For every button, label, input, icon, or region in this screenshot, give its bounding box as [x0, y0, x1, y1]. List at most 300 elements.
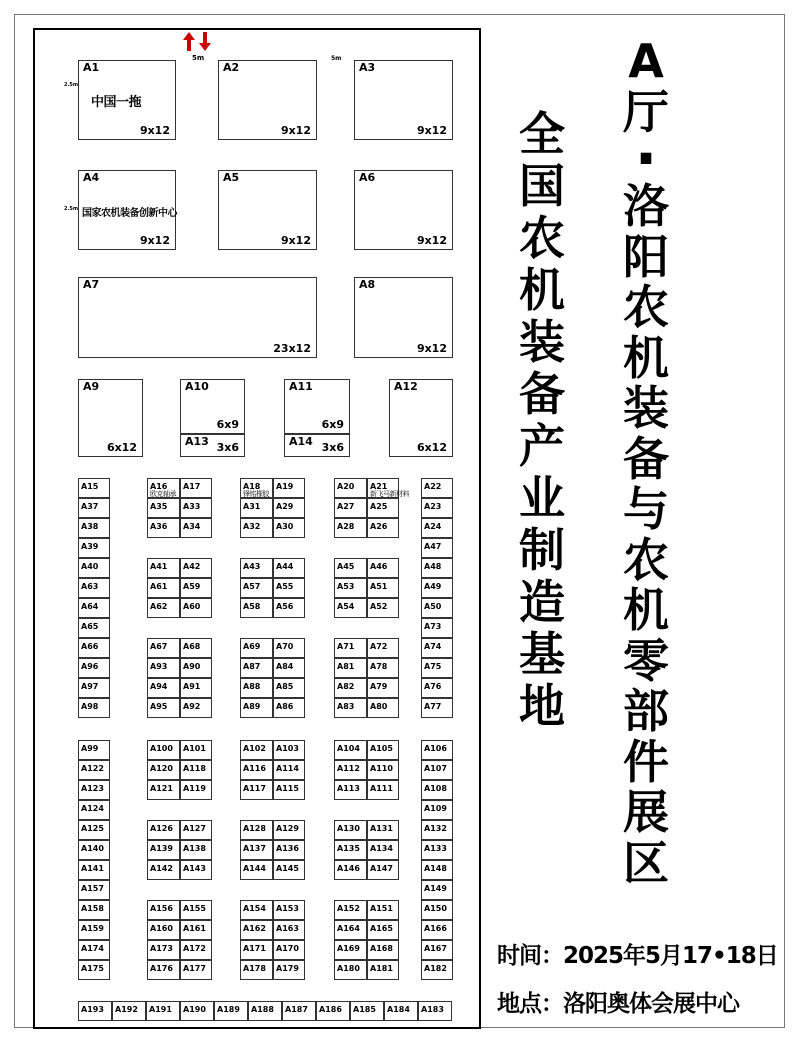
base-title-char: 农 — [519, 211, 565, 265]
booth-a115[interactable] — [273, 780, 305, 800]
booth-a11[interactable] — [284, 379, 350, 434]
booth-a166[interactable] — [421, 920, 453, 940]
booth-a139[interactable] — [147, 840, 180, 860]
booth-a59[interactable] — [180, 578, 212, 598]
booth-a49[interactable] — [421, 578, 453, 598]
booth-a35[interactable] — [147, 498, 180, 518]
booth-a50[interactable] — [421, 598, 453, 618]
booth-a119[interactable] — [180, 780, 212, 800]
booth-id: A22 — [424, 482, 442, 491]
booth-size: 9x12 — [416, 124, 447, 137]
booth-a170[interactable] — [273, 940, 305, 960]
booth-a141[interactable] — [78, 860, 110, 880]
booth-id: A116 — [243, 764, 266, 773]
booth-id: A165 — [370, 924, 393, 933]
booth-id: A161 — [183, 924, 206, 933]
booth-a162[interactable] — [240, 920, 273, 940]
booth-id: A136 — [276, 844, 299, 853]
base-title-char: 全 — [519, 107, 565, 161]
booth-a137[interactable] — [240, 840, 273, 860]
booth-id: A83 — [337, 702, 355, 711]
booth-a44[interactable] — [273, 558, 305, 578]
hall-title-char: 机 — [623, 330, 669, 385]
booth-a24[interactable] — [421, 518, 453, 538]
booth-a190[interactable] — [180, 1001, 214, 1021]
booth-id: A1 — [83, 61, 100, 74]
booth-a6[interactable] — [354, 170, 453, 250]
booth-a57[interactable] — [240, 578, 273, 598]
booth-a83[interactable] — [334, 698, 367, 718]
booth-id: A125 — [81, 824, 104, 833]
booth-a179[interactable] — [273, 960, 305, 980]
booth-a157[interactable] — [78, 880, 110, 900]
hall-title-char: 展 — [623, 785, 669, 839]
booth-a40[interactable] — [78, 558, 110, 578]
exhibition-venue: 地点：洛阳奥体会展中心 — [497, 991, 739, 1017]
booth-a72[interactable] — [367, 638, 399, 658]
booth-a192[interactable] — [112, 1001, 146, 1021]
booth-id: A102 — [243, 744, 266, 753]
booth-a172[interactable] — [180, 940, 212, 960]
booth-id: A119 — [183, 784, 206, 793]
hall-title-char: 件 — [623, 734, 669, 789]
booth-id: A13 — [185, 435, 209, 448]
booth-a154[interactable] — [240, 900, 273, 920]
booth-a64[interactable] — [78, 598, 110, 618]
booth-a150[interactable] — [421, 900, 453, 920]
booth-id: A151 — [370, 904, 393, 913]
booth-a37[interactable] — [78, 498, 110, 518]
booth-a2[interactable] — [218, 60, 317, 140]
booth-a98[interactable] — [78, 698, 110, 718]
booth-a68[interactable] — [180, 638, 212, 658]
booth-a56[interactable] — [273, 598, 305, 618]
booth-id: A45 — [337, 562, 355, 571]
booth-id: A113 — [337, 784, 360, 793]
booth-a79[interactable] — [367, 678, 399, 698]
booth-id: A163 — [276, 924, 299, 933]
booth-a99[interactable] — [78, 740, 110, 760]
hall-title-char: 备 — [623, 431, 669, 486]
booth-id: A190 — [183, 1005, 206, 1014]
booth-id: A2 — [223, 61, 240, 74]
booth-id: A32 — [243, 522, 261, 531]
booth-a102[interactable] — [240, 740, 273, 760]
booth-id: A103 — [276, 744, 299, 753]
booth-a136[interactable] — [273, 840, 305, 860]
booth-id: A19 — [276, 482, 294, 491]
exhibitor-name: 国家农机装备创新中心 — [82, 208, 177, 219]
booth-id: A47 — [424, 542, 442, 551]
booth-id: A178 — [243, 964, 266, 973]
booth-a73[interactable] — [421, 618, 453, 638]
booth-a142[interactable] — [147, 860, 180, 880]
booth-a140[interactable] — [78, 840, 110, 860]
booth-id: A60 — [183, 602, 201, 611]
base-title-char: 备 — [519, 367, 565, 421]
booth-id: A38 — [81, 522, 99, 531]
booth-id: A64 — [81, 602, 99, 611]
booth-a66[interactable] — [78, 638, 110, 658]
booth-id: A105 — [370, 744, 393, 753]
booth-a151[interactable] — [367, 900, 399, 920]
booth-a125[interactable] — [78, 820, 110, 840]
booth-a48[interactable] — [421, 558, 453, 578]
booth-a164[interactable] — [334, 920, 367, 940]
booth-a155[interactable] — [180, 900, 212, 920]
booth-a4[interactable] — [78, 170, 176, 250]
booth-a100[interactable] — [147, 740, 180, 760]
base-title-char: 造 — [519, 575, 565, 629]
booth-id: A159 — [81, 924, 104, 933]
booth-a31[interactable] — [240, 498, 273, 518]
hall-title-char: 厅 — [623, 84, 669, 139]
booth-id: A110 — [370, 764, 393, 773]
booth-a118[interactable] — [180, 760, 212, 780]
booth-a89[interactable] — [240, 698, 273, 718]
booth-a76[interactable] — [421, 678, 453, 698]
booth-a93[interactable] — [147, 658, 180, 678]
booth-id: A3 — [359, 61, 376, 74]
booth-a174[interactable] — [78, 940, 110, 960]
booth-a45[interactable] — [334, 558, 367, 578]
booth-a36[interactable] — [147, 518, 180, 538]
booth-id: A187 — [285, 1005, 308, 1014]
booth-id: A181 — [370, 964, 393, 973]
booth-a78[interactable] — [367, 658, 399, 678]
booth-a5[interactable] — [218, 170, 317, 250]
booth-a161[interactable] — [180, 920, 212, 940]
booth-a15[interactable] — [78, 478, 110, 498]
booth-a51[interactable] — [367, 578, 399, 598]
hall-title-char: 阳 — [623, 229, 669, 284]
booth-a85[interactable] — [273, 678, 305, 698]
booth-a193[interactable] — [78, 1001, 112, 1021]
booth-a18[interactable] — [240, 478, 273, 498]
booth-a165[interactable] — [367, 920, 399, 940]
booth-a71[interactable] — [334, 638, 367, 658]
booth-id: A55 — [276, 582, 294, 591]
booth-id: A155 — [183, 904, 206, 913]
booth-a84[interactable] — [273, 658, 305, 678]
booth-id: A184 — [387, 1005, 410, 1014]
booth-id: A76 — [424, 682, 442, 691]
booth-a94[interactable] — [147, 678, 180, 698]
booth-a74[interactable] — [421, 638, 453, 658]
booth-a145[interactable] — [273, 860, 305, 880]
booth-id: A173 — [150, 944, 173, 953]
booth-a34[interactable] — [180, 518, 212, 538]
hall-title-char: 机 — [623, 583, 669, 637]
booth-a124[interactable] — [78, 800, 110, 820]
booth-size: 3x6 — [321, 441, 344, 454]
booth-a131[interactable] — [367, 820, 399, 840]
booth-id: A70 — [276, 642, 294, 651]
booth-a26[interactable] — [367, 518, 399, 538]
booth-a188[interactable] — [248, 1001, 282, 1021]
booth-id: A15 — [81, 482, 99, 491]
booth-id: A14 — [289, 435, 313, 448]
booth-a111[interactable] — [367, 780, 399, 800]
booth-a187[interactable] — [282, 1001, 316, 1021]
booth-a109[interactable] — [421, 800, 453, 820]
booth-a129[interactable] — [273, 820, 305, 840]
booth-a63[interactable] — [78, 578, 110, 598]
booth-a147[interactable] — [367, 860, 399, 880]
booth-a108[interactable] — [421, 780, 453, 800]
booth-id: A160 — [150, 924, 173, 933]
base-title-char: 装 — [519, 315, 565, 369]
booth-a163[interactable] — [273, 920, 305, 940]
booth-a29[interactable] — [273, 498, 305, 518]
booth-a138[interactable] — [180, 840, 212, 860]
booth-a180[interactable] — [334, 960, 367, 980]
booth-a58[interactable] — [240, 598, 273, 618]
booth-a92[interactable] — [180, 698, 212, 718]
booth-a183[interactable] — [418, 1001, 452, 1021]
booth-id: A34 — [183, 522, 201, 531]
booth-a167[interactable] — [421, 940, 453, 960]
booth-a112[interactable] — [334, 760, 367, 780]
base-title — [504, 108, 580, 732]
booth-id: A69 — [243, 642, 261, 651]
booth-a38[interactable] — [78, 518, 110, 538]
booth-id: A75 — [424, 662, 442, 671]
booth-id: A35 — [150, 502, 168, 511]
booth-a10[interactable] — [180, 379, 245, 434]
booth-a181[interactable] — [367, 960, 399, 980]
booth-id: A157 — [81, 884, 104, 893]
booth-a128[interactable] — [240, 820, 273, 840]
booth-id: A100 — [150, 744, 173, 753]
booth-a41[interactable] — [147, 558, 180, 578]
booth-a191[interactable] — [146, 1001, 180, 1021]
booth-id: A158 — [81, 904, 104, 913]
booth-a77[interactable] — [421, 698, 453, 718]
booth-a149[interactable] — [421, 880, 453, 900]
booth-id: A7 — [83, 278, 100, 291]
booth-id: A148 — [424, 864, 447, 873]
booth-a95[interactable] — [147, 698, 180, 718]
booth-a113[interactable] — [334, 780, 367, 800]
booth-a20[interactable] — [334, 478, 367, 498]
booth-a80[interactable] — [367, 698, 399, 718]
booth-a28[interactable] — [334, 518, 367, 538]
booth-a67[interactable] — [147, 638, 180, 658]
booth-a122[interactable] — [78, 760, 110, 780]
booth-a173[interactable] — [147, 940, 180, 960]
booth-a153[interactable] — [273, 900, 305, 920]
booth-a90[interactable] — [180, 658, 212, 678]
booth-a127[interactable] — [180, 820, 212, 840]
hall-title-char: 农 — [623, 280, 669, 334]
hall-title-char: 洛 — [623, 179, 669, 233]
booth-a91[interactable] — [180, 678, 212, 698]
booth-a25[interactable] — [367, 498, 399, 518]
booth-id: A20 — [337, 482, 355, 491]
booth-a32[interactable] — [240, 518, 273, 538]
booth-id: A134 — [370, 844, 393, 853]
booth-a96[interactable] — [78, 658, 110, 678]
entrance-width-label: 5m — [192, 54, 205, 62]
booth-a53[interactable] — [334, 578, 367, 598]
booth-a61[interactable] — [147, 578, 180, 598]
booth-id: A152 — [337, 904, 360, 913]
booth-a46[interactable] — [367, 558, 399, 578]
booth-a16[interactable] — [147, 478, 180, 498]
booth-id: A56 — [276, 602, 294, 611]
booth-a120[interactable] — [147, 760, 180, 780]
booth-id: A23 — [424, 502, 442, 511]
booth-a135[interactable] — [334, 840, 367, 860]
base-title-char: 业 — [519, 471, 565, 525]
booth-a47[interactable] — [421, 538, 453, 558]
booth-a168[interactable] — [367, 940, 399, 960]
booth-a117[interactable] — [240, 780, 273, 800]
booth-a88[interactable] — [240, 678, 273, 698]
base-title-char: 基 — [519, 627, 565, 681]
booth-id: A162 — [243, 924, 266, 933]
booth-id: A106 — [424, 744, 447, 753]
booth-a14[interactable] — [284, 434, 350, 457]
booth-a158[interactable] — [78, 900, 110, 920]
hall-title-char: 零 — [623, 633, 669, 688]
booth-a169[interactable] — [334, 940, 367, 960]
booth-a54[interactable] — [334, 598, 367, 618]
booth-a8[interactable] — [354, 277, 453, 358]
booth-id: A63 — [81, 582, 99, 591]
booth-a143[interactable] — [180, 860, 212, 880]
booth-a33[interactable] — [180, 498, 212, 518]
booth-a178[interactable] — [240, 960, 273, 980]
booth-a144[interactable] — [240, 860, 273, 880]
booth-id: A149 — [424, 884, 447, 893]
booth-a130[interactable] — [334, 820, 367, 840]
booth-a52[interactable] — [367, 598, 399, 618]
booth-a176[interactable] — [147, 960, 180, 980]
booth-a184[interactable] — [384, 1001, 418, 1021]
booth-a186[interactable] — [316, 1001, 350, 1021]
booth-a9[interactable] — [78, 379, 143, 457]
booth-a160[interactable] — [147, 920, 180, 940]
booth-a175[interactable] — [78, 960, 110, 980]
booth-a23[interactable] — [421, 498, 453, 518]
booth-a17[interactable] — [180, 478, 212, 498]
booth-a103[interactable] — [273, 740, 305, 760]
booth-a177[interactable] — [180, 960, 212, 980]
booth-a152[interactable] — [334, 900, 367, 920]
booth-a114[interactable] — [273, 760, 305, 780]
booth-id: A118 — [183, 764, 206, 773]
booth-a105[interactable] — [367, 740, 399, 760]
booth-id: A86 — [276, 702, 294, 711]
booth-a133[interactable] — [421, 840, 453, 860]
booth-a146[interactable] — [334, 860, 367, 880]
booth-a116[interactable] — [240, 760, 273, 780]
booth-a156[interactable] — [147, 900, 180, 920]
booth-id: A174 — [81, 944, 104, 953]
booth-id: A46 — [370, 562, 388, 571]
booth-id: A88 — [243, 682, 261, 691]
booth-a159[interactable] — [78, 920, 110, 940]
booth-a134[interactable] — [367, 840, 399, 860]
exhibitor-name: 新飞马新材料 — [370, 490, 409, 498]
booth-a182[interactable] — [421, 960, 453, 980]
booth-id: A169 — [337, 944, 360, 953]
booth-a7[interactable] — [78, 277, 317, 358]
booth-a43[interactable] — [240, 558, 273, 578]
booth-a87[interactable] — [240, 658, 273, 678]
booth-id: A171 — [243, 944, 266, 953]
booth-id: A87 — [243, 662, 261, 671]
booth-a123[interactable] — [78, 780, 110, 800]
booth-id: A62 — [150, 602, 168, 611]
booth-a106[interactable] — [421, 740, 453, 760]
booth-a19[interactable] — [273, 478, 305, 498]
booth-id: A90 — [183, 662, 201, 671]
booth-a22[interactable] — [421, 478, 453, 498]
booth-id: A180 — [337, 964, 360, 973]
booth-id: A128 — [243, 824, 266, 833]
booth-id: A168 — [370, 944, 393, 953]
booth-a101[interactable] — [180, 740, 212, 760]
booth-a132[interactable] — [421, 820, 453, 840]
booth-a42[interactable] — [180, 558, 212, 578]
booth-id: A92 — [183, 702, 201, 711]
booth-a39[interactable] — [78, 538, 110, 558]
booth-a3[interactable] — [354, 60, 453, 140]
booth-a62[interactable] — [147, 598, 180, 618]
booth-id: A154 — [243, 904, 266, 913]
booth-id: A108 — [424, 784, 447, 793]
booth-a171[interactable] — [240, 940, 273, 960]
booth-id: A111 — [370, 784, 393, 793]
booth-a110[interactable] — [367, 760, 399, 780]
booth-a121[interactable] — [147, 780, 180, 800]
booth-a107[interactable] — [421, 760, 453, 780]
booth-a97[interactable] — [78, 678, 110, 698]
booth-a60[interactable] — [180, 598, 212, 618]
booth-a70[interactable] — [273, 638, 305, 658]
booth-id: A6 — [359, 171, 376, 184]
exhibitor-name: 中国一拖 — [91, 95, 142, 110]
booth-a27[interactable] — [334, 498, 367, 518]
entrance-arrows-icon — [182, 32, 212, 54]
booth-a12[interactable] — [389, 379, 453, 457]
booth-size: 9x12 — [280, 124, 311, 137]
booth-id: A183 — [421, 1005, 444, 1014]
booth-a81[interactable] — [334, 658, 367, 678]
booth-a30[interactable] — [273, 518, 305, 538]
booth-id: A44 — [276, 562, 294, 571]
booth-a82[interactable] — [334, 678, 367, 698]
booth-a55[interactable] — [273, 578, 305, 598]
booth-a148[interactable] — [421, 860, 453, 880]
booth-a13[interactable] — [180, 434, 245, 457]
booth-id: A191 — [149, 1005, 172, 1014]
booth-a69[interactable] — [240, 638, 273, 658]
booth-a21[interactable] — [367, 478, 409, 498]
booth-a126[interactable] — [147, 820, 180, 840]
booth-a65[interactable] — [78, 618, 110, 638]
booth-a104[interactable] — [334, 740, 367, 760]
booth-a1[interactable] — [78, 60, 176, 140]
booth-a75[interactable] — [421, 658, 453, 678]
booth-a189[interactable] — [214, 1001, 248, 1021]
booth-id: A5 — [223, 171, 240, 184]
booth-a185[interactable] — [350, 1001, 384, 1021]
booth-a86[interactable] — [273, 698, 305, 718]
